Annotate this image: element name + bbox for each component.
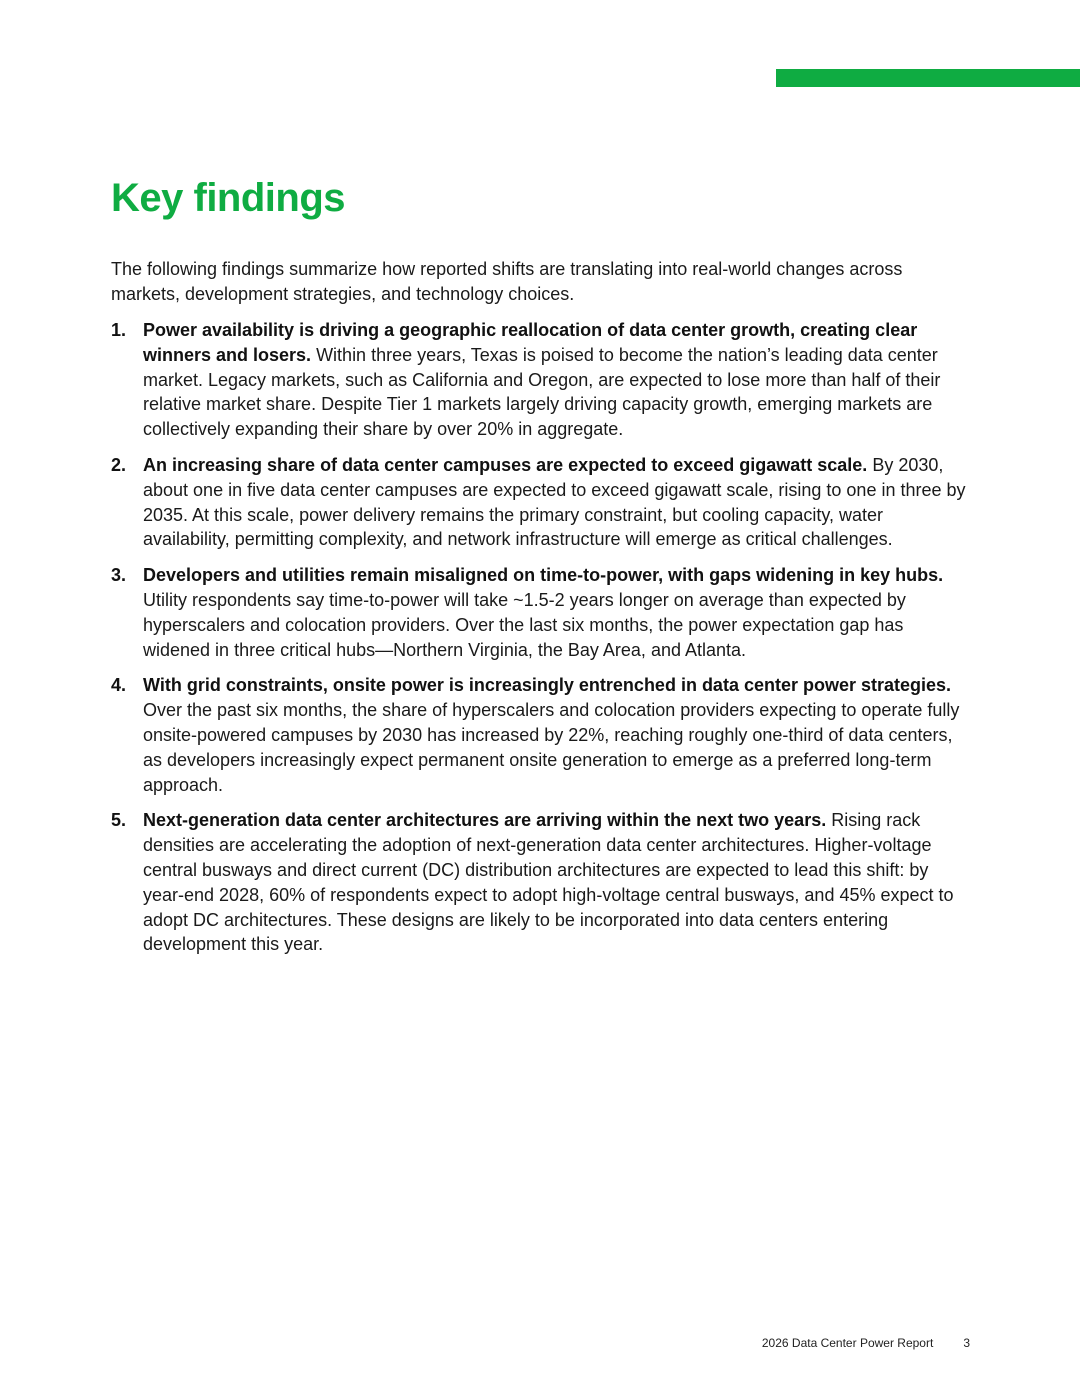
finding-lead: An increasing share of data center campuses are expected to exceed gigawatt scale. (143, 454, 873, 475)
finding-number: 3. (111, 565, 127, 586)
page-title: Key findings (111, 176, 346, 220)
footer-report-title: 2026 Data Center Power Report (761, 1336, 934, 1350)
finding-item-4 (111, 673, 971, 797)
intro-paragraph: The following findings summarize how reported shifts are translating into real-world changes across markets, development strategies, and technology choices. (111, 259, 903, 304)
finding-lead: With grid constraints, onsite power is increasingly entrenched in data center power strategies. (143, 675, 952, 696)
finding-lead: Power availability is driving a geographic reallocation of data center growth, creating clear winners and losers. (143, 320, 918, 365)
finding-body: Over the past six months, the share of hyperscalers and colocation providers expecting to operate fully onsite-powered campuses by 2030 has increased by 22%, reaching roughly one-third of data centers, as developers increasingly expect permanent onsite generation to emerge as a preferred long-term approach. (143, 700, 960, 795)
finding-number: 1. (111, 320, 127, 340)
finding-item-1 (111, 318, 971, 442)
finding-item-2 (111, 453, 971, 552)
finding-body: Within three years, Texas is poised to become the nation’s leading data center market. Legacy markets, such as California and Oregon, are expected to lose more than half of their relative market share. Despite Tier 1 markets largely driving capacity growth, emerging markets are collectively expanding their share by over 20% in aggregate. (143, 344, 941, 440)
finding-item-5 (111, 808, 971, 957)
page-footer (762, 1336, 970, 1350)
finding-body: By 2030, about one in five data center campuses are expected to exceed gigawatt scale, rising to one in three by 2035. At this scale, power delivery remains the primary constraint, but cooling capacity, water availability, permitting complexity, and network infrastructure will emerge as critical challenges. (143, 454, 966, 550)
footer-page-number: 3 (963, 1336, 970, 1350)
finding-lead: Next-generation data center architectures are arriving within the next two years. (143, 810, 832, 831)
finding-body: Rising rack densities are accelerating the adoption of next-generation data center architectures. Higher-voltage central busways and direct current (DC) distribution architectures are expected to lead this shift: by year-end 2028, 60% of respondents expect to adopt high-voltage central busways, and 45% expect to adopt DC architectures. These designs are likely to be incorporated into data centers entering development this year. (143, 810, 954, 955)
finding-number: 2. (111, 454, 127, 475)
finding-lead: Developers and utilities remain misaligned on time-to-power, with gaps widening in key hubs. (143, 565, 944, 586)
finding-item-3 (111, 563, 971, 662)
header-accent-bar (776, 69, 1080, 87)
finding-number: 5. (111, 810, 127, 831)
finding-number: 4. (111, 675, 127, 696)
finding-body: Utility respondents say time-to-power will take ~1.5-2 years longer on average than expected by hyperscalers and colocation providers. Over the last six months, the power expectation gap has widened in three critical hubs—Northern Virginia, the Bay Area, and Atlanta. (143, 589, 906, 660)
findings-list (111, 318, 971, 968)
